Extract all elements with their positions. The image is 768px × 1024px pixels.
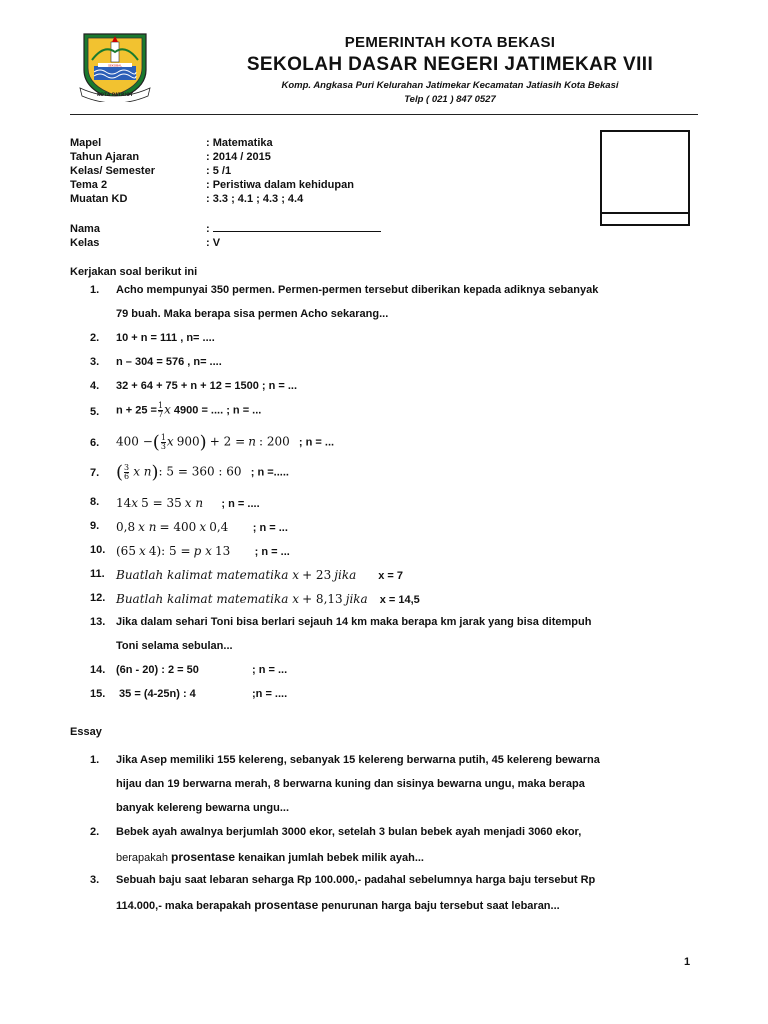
info-value: : Matematika bbox=[206, 137, 273, 149]
info-value: : 3.3 ; 4.1 ; 4.3 ; 4.4 bbox=[206, 193, 304, 205]
info-value: : 5 /1 bbox=[206, 165, 232, 177]
government-header: PEMERINTAH KOTA BEKASI bbox=[344, 34, 556, 51]
class-label: Kelas bbox=[70, 237, 100, 249]
page-number: 1 bbox=[684, 956, 691, 968]
info-label: Mapel bbox=[70, 137, 102, 149]
info-value: : 2014 / 2015 bbox=[206, 151, 271, 163]
header-divider bbox=[70, 114, 698, 115]
fraction: $\frac{3}{6}$ bbox=[124, 463, 130, 481]
info-label: Muatan KD bbox=[70, 193, 128, 205]
bekasi-city-crest-logo bbox=[76, 30, 154, 102]
name-label: Nama bbox=[70, 223, 100, 235]
logo-band-text: SEKOBAL bbox=[108, 63, 122, 68]
logo-ribbon-text: KOTA PATRIOT bbox=[96, 93, 134, 98]
name-field[interactable]: : bbox=[206, 222, 381, 236]
class-value: : V bbox=[206, 237, 221, 249]
instruction: Kerjakan soal berikut ini bbox=[70, 266, 198, 278]
info-label: Tema 2 bbox=[70, 179, 108, 191]
info-value: : Peristiwa dalam kehidupan bbox=[206, 179, 354, 191]
score-box bbox=[600, 130, 690, 226]
info-label: Kelas/ Semester bbox=[70, 165, 155, 177]
school-address: Komp. Angkasa Puri Kelurahan Jatimekar Kecamatan Jatiasih Kota Bekasi bbox=[281, 80, 619, 91]
school-name: SEKOLAH DASAR NEGERI JATIMEKAR VIII bbox=[246, 54, 654, 75]
worksheet-page: SEKOBAL KOTA PATRIOT PEMERINTAH KOTA BEKASI SEKOLAH DASAR NEGERI JATIMEKAR VIII Komp. Angkasa Puri Kelurahan Jatimekar Kecamatan Jatiasih Kota Bekasi Telp ( 021 ) 847 0527 Mapel : Matematika Tahun Ajaran : 2014 / 2015 Kelas/ Semester : 5 /1 Tema 2 : Peristiwa dalam kehidupan Muatan KD : 3.3 ; 4.1 ; 4.3 ; 4.4 Nama : Kelas : V Kerjakan soal berikut ini 1. Acho mempunyai 350 permen. Permen-permen tersebut diberikan kepada adiknya sebanyak 79 buah. Maka berapa sisa permen Acho sekarang... 2. 10 + n = 111 , n= .... 3. n – 304 = 576 , n= .... 4. 32 + 64 + 75 + n + 12 = 1500 ; n = ... 5. n + 25 = $\frac{1}{7}$ x 4900 = .... ; n = ... 6. 400 −( $\frac{1}{3}$ x 900) + 2 = n : 200 ; n = ... 7. ( $\frac{3}{6}$ x n): 5 = 360 : 60 ; n =..... 8. 14x 5 = 35 x n ; n = .... 9. 0,8 x n = 400 x 0,4 ; n = ... 10. (65 x 4): 5 = p x 13 ; n = ... 11. Buatlah kalimat matematika x + 23 jika x = 7 12. Buatlah kalimat matematika x + 8,13 jika x = 14,5 13. Jika dalam sehari Toni bisa berlari sejauh 14 km maka berapa km jarak yang bisa ditempuh Toni selama sebulan... 14. (6n - 20) : 2 = 50 ; n = ... 15. 35 = (4-25n) : 4 ;n = .... Essay 1. Jika Asep memiliki 155 kelereng, sebanyak 15 kelereng berwarna putih, 45 kelereng bewarna hijau dan 19 berwarna merah, 8 berwarna kuning dan sisinya bewarna ungu, maka berapa banyak kelereng bewarna ungu... 2. Bebek ayah awalnya berjumlah 3000 ekor, setelah 3 bulan bebek ayah menjadi 3060 ekor, berapakah prosentase kenaikan jumlah bebek milik ayah... 3. Sebuah baju saat lebaran seharga Rp 100.000,- padahal sebelumnya harga baju tersebut Rp 114.000,- maka berapakah prosentase penurunan harga baju tersebut saat lebaran... 1 bbox=[0, 0, 768, 1024]
essay-heading: Essay bbox=[70, 726, 102, 738]
school-phone: Telp ( 021 ) 847 0527 bbox=[404, 94, 496, 105]
fraction: $\frac{1}{3}$ bbox=[160, 433, 166, 451]
fraction: $\frac{1}{7}$ bbox=[157, 401, 164, 419]
info-label: Tahun Ajaran bbox=[70, 151, 140, 163]
